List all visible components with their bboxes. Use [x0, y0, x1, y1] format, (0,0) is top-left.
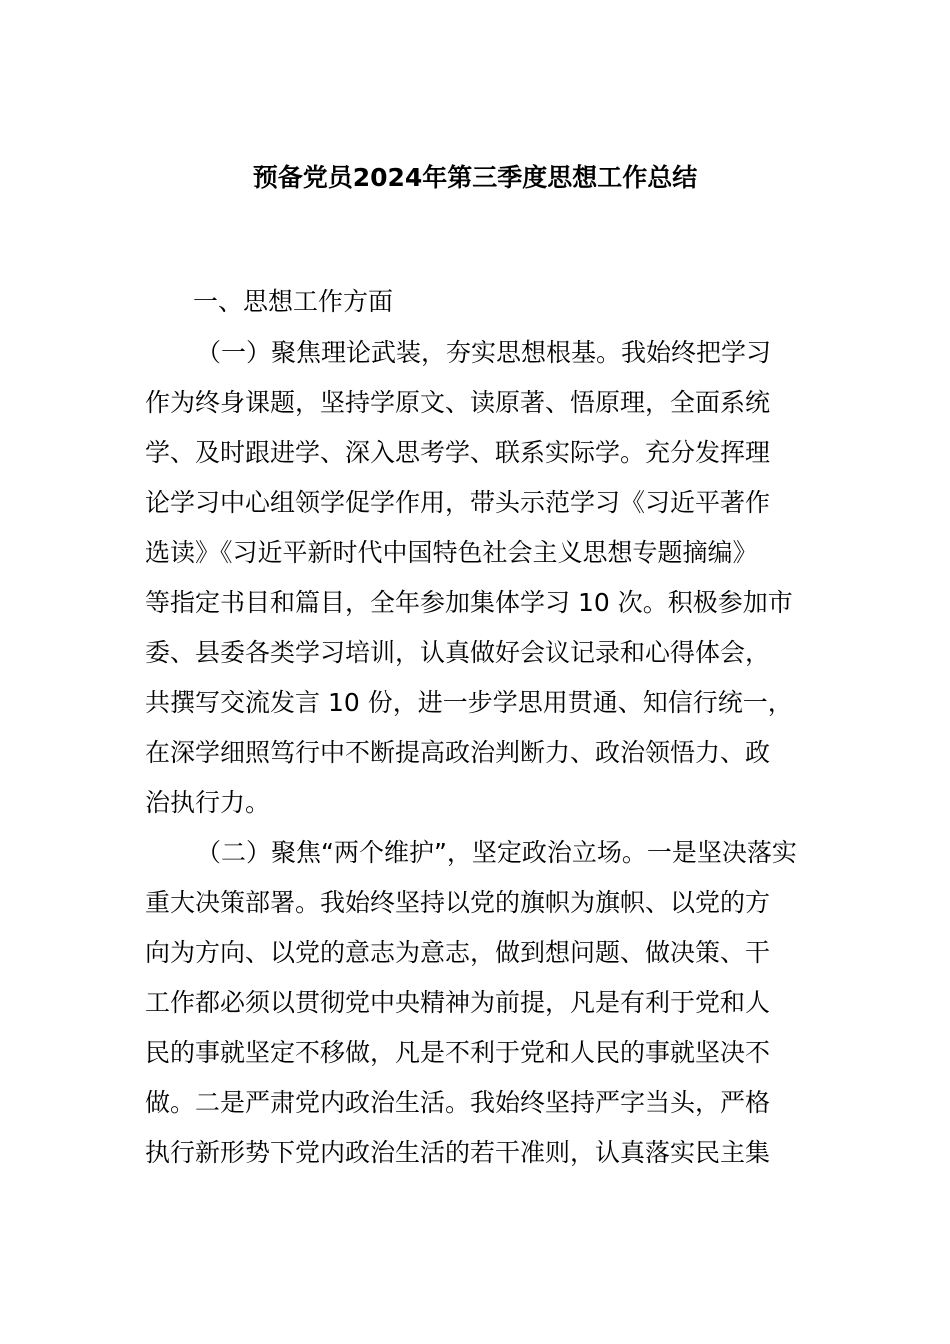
paragraph-line: 在深学细照笃行中不断提高政治判断力、政治领悟力、政	[145, 738, 771, 767]
paragraph-line: 工作都必须以贯彻党中央精神为前提，凡是有利于党和人	[145, 988, 771, 1017]
paragraph-line: 向为方向、以党的意志为意志，做到想问题、做决策、干	[145, 938, 771, 967]
paragraph-line: 民的事就坚定不移做，凡是不利于党和人民的事就坚决不	[145, 1038, 771, 1067]
paragraph-line: 作为终身课题，坚持学原文、读原著、悟原理，全面系统	[145, 388, 771, 417]
paragraph-line: 选读》《习近平新时代中国特色社会主义思想专题摘编》	[145, 538, 758, 567]
paragraph-line: 学、及时跟进学、深入思考学、联系实际学。充分发挥理	[145, 438, 771, 467]
paragraph-line: 等指定书目和篇目，全年参加集体学习 10 次。积极参加市	[145, 588, 793, 617]
document-title: 预备党员2024年第三季度思想工作总结	[252, 163, 698, 192]
paragraph-line: 执行新形势下党内政治生活的若干准则，认真落实民主集	[145, 1138, 771, 1167]
section-heading: 一、思想工作方面	[193, 287, 394, 316]
paragraph-line: 论学习中心组领学促学作用，带头示范学习《习近平著作	[145, 488, 771, 517]
paragraph-line: 治执行力。	[145, 788, 271, 817]
paragraph-line: 做。二是严肃党内政治生活。我始终坚持严字当头，严格	[145, 1088, 771, 1117]
paragraph-line: 重大决策部署。我始终坚持以党的旗帜为旗帜、以党的方	[145, 888, 771, 917]
paragraph-line: （二）聚焦“两个维护”，坚定政治立场。一是坚决落实	[196, 838, 797, 867]
paragraph-line: 委、县委各类学习培训，认真做好会议记录和心得体会，	[145, 638, 771, 667]
paragraph-line: （一）聚焦理论武装，夯实思想根基。我始终把学习	[196, 338, 772, 367]
paragraph-line: 共撰写交流发言 10 份，进一步学思用贯通、知信行统一，	[145, 688, 793, 717]
